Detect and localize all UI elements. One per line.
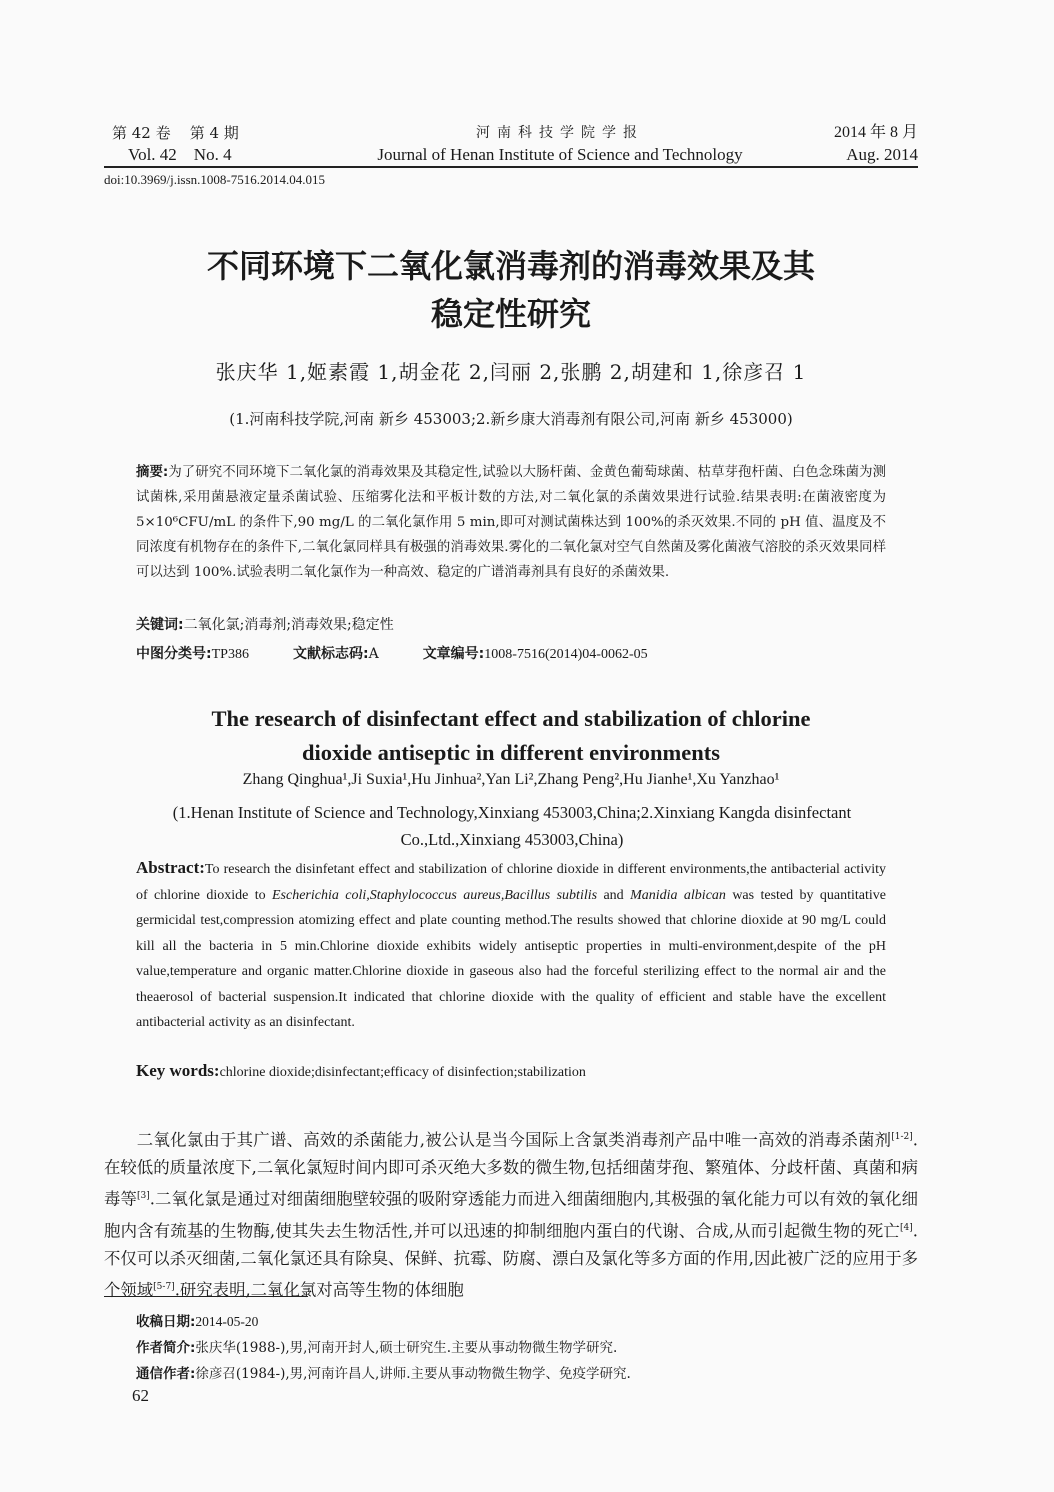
authors-cn: 张庆华 1,姬素霞 1,胡金花 2,闫丽 2,张鹏 2,胡建和 1,徐彦召 1: [215, 360, 807, 384]
citation: [1-2]: [891, 1132, 913, 1142]
keywords-en: [136, 1061, 586, 1081]
keywords-cn-text: 二氧化氯;消毒剂;消毒效果;稳定性: [183, 617, 394, 633]
journal-name-en: Journal of Henan Institute of Science and Technology: [377, 145, 743, 164]
volume-cn: 第 42 卷 第 4 期: [112, 124, 239, 142]
bio-text: 张庆华(1988-),男,河南开封人,硕士研究生.主要从事动物微生物学研究.: [195, 1340, 618, 1356]
classification: [136, 643, 896, 663]
doc-code-value: A: [368, 646, 379, 662]
journal-date: [834, 122, 918, 166]
journal-name-cn: 河南科技学院学报: [476, 125, 644, 141]
footnote-received: [136, 1309, 631, 1335]
keywords-en-text: chlorine dioxide;disinfectant;efficacy of disinfection;stabilization: [219, 1065, 586, 1080]
footnote-rule: [104, 1296, 308, 1297]
title-en: [104, 702, 918, 770]
volume-en: Vol. 42 No. 4: [128, 145, 232, 164]
title-cn: [104, 242, 918, 338]
body-text-1: 二氧化氯由于其广谱、高效的杀菌能力,被公认是当今国际上含氯类消毒剂产品中唯一高效的消毒杀菌剂: [136, 1130, 892, 1150]
affiliation-en: (1.Henan Institute of Science and Technology,Xinxiang 453003,China;2.Xinxiang Kangda disinfectant Co.,Ltd.,Xinxiang 453003,China): [172, 803, 852, 849]
affiliation-cn: (1.河南科技学院,河南 新乡 453003;2.新乡康大消毒剂有限公司,河南 新乡 453000): [229, 410, 793, 428]
bio-label: 作者简介:: [136, 1340, 196, 1356]
corr-text: 徐彦召(1984-),男,河南许昌人,讲师.主要从事动物微生物学、免疫学研究.: [195, 1366, 631, 1382]
article-no-label: 文章编号:: [422, 646, 485, 662]
title-cn-line2: 稳定性研究: [430, 295, 591, 333]
species-names: Escherichia coli,Staphylococcus aureus,Bacillus subtilis: [272, 887, 598, 903]
authors-en: Zhang Qinghua¹,Ji Suxia¹,Hu Jinhua²,Yan Li²,Zhang Peng²,Hu Jianhe¹,Xu Yanzhao¹: [242, 771, 780, 788]
keywords-cn-label: 关键词:: [136, 617, 184, 633]
abstract-cn: [136, 460, 886, 585]
body-text-5: .研究表明,二氧化氯对高等生物的体细胞: [174, 1280, 464, 1300]
footnotes: [136, 1309, 631, 1387]
abstract-cn-text: 为了研究不同环境下二氧化氯的消毒效果及其稳定性,试验以大肠杆菌、金黄色葡萄球菌、枯草芽孢杆菌、白色念珠菌为测试菌株,采用菌悬液定量杀菌试验、压缩雾化法和平板计数的方法,对二氧化氯的杀菌效果进行试验.结果表明:在菌液密度为 5×10⁶CFU/mL 的条件下,90 mg/L 的二氧化氯作用 5 min,即可对测试菌株达到 100%的杀灭效果.不同的 pH 值、温度及不同浓度有机物存在的条件下,二氧化氯同样具有极强的消毒效果.雾化的二氧化氯对空气自然菌及雾化菌液气溶胶的杀灭效果同样可以达到 100%.试验表明二氧化氯作为一种高效、稳定的广谱消毒剂具有良好的杀菌效果.: [136, 465, 886, 580]
journal-name: [320, 122, 800, 166]
abstract-en-label: Abstract:: [136, 858, 205, 877]
citation: [3]: [136, 1191, 150, 1202]
corr-label: 通信作者:: [136, 1366, 196, 1382]
abstract-cn-label: 摘要:: [136, 465, 169, 480]
citation: [4]: [900, 1222, 913, 1233]
title-en-line1: The research of disinfectant effect and stabilization of chlorine: [211, 706, 811, 731]
abstract-en-text-a: To research the disinfetant effect and stabilization of chlorine dioxide in different environments,the antibacterial activity of chlorine dioxide to: [136, 862, 886, 903]
date-cn: 2014 年 8 月: [833, 124, 918, 141]
species-name-2: Manidia albican: [630, 887, 726, 903]
date-en: Aug. 2014: [846, 145, 918, 164]
citation: [5-7]: [153, 1282, 175, 1293]
abstract-en-and: and: [597, 887, 631, 903]
received-date: 2014-05-20: [195, 1314, 259, 1329]
body-paragraph: [104, 1123, 918, 1305]
abstract-en: [136, 855, 886, 1036]
header-rule: [104, 166, 918, 168]
keywords-cn: [136, 614, 394, 634]
doc-code-label: 文献标志码:: [292, 646, 369, 662]
keywords-en-label: Key words:: [136, 1061, 220, 1080]
body-text-2: .在较低的质量浓度下,二氧化氯短时间内即可杀灭绝大多数的微生物,包括细菌芽孢、繁殖体、分歧杆菌、真菌和病毒等: [104, 1130, 918, 1209]
footnote-corresponding: [136, 1361, 631, 1387]
clc-value: TP386: [211, 647, 249, 662]
doi: doi:10.3969/j.issn.1008-7516.2014.04.015: [104, 172, 326, 187]
footnote-bio: [136, 1335, 631, 1361]
page-number: 62: [132, 1386, 149, 1405]
title-cn-line1: 不同环境下二氧化氯消毒剂的消毒效果及其: [206, 247, 815, 285]
title-en-line2: dioxide antiseptic in different environments: [302, 740, 720, 765]
received-label: 收稿日期:: [136, 1314, 196, 1330]
abstract-en-text-b: was tested by quantitative germicidal test,compression atomizing effect and plate counting method.The results showed that chlorine dioxide at 90 mg/L could kill all the bacteria in 5 min.Chlorine dioxide exhibits widely antiseptic properties in multi-environment,despite of the pH value,temperature and organic matter.Chlorine dioxide in gaseous also had the forceful sterilizing effect to the normal air and the theaerosol of bacterial suspension.It indicated that chlorine dioxide with the quality of efficient and stable have the excellent antibacterial activity as an disinfectant.: [136, 887, 887, 1030]
article-no-value: 1008-7516(2014)04-0062-05: [484, 647, 648, 662]
body-text-3: .二氧化氯是通过对细菌细胞壁较强的吸附穿透能力而进入细菌细胞内,其极强的氧化能力可以有效的氧化细胞内含有巯基的生物酶,使其失去生物活性,并可以迅速的抑制细胞内蛋白的代谢、合成,从而引起微生物的死亡: [104, 1189, 919, 1241]
clc-label: 中图分类号:: [136, 646, 212, 662]
body-text-4: .不仅可以杀灭细菌,二氧化氯还具有除臭、保鲜、抗霉、防腐、漂白及氯化等多方面的作用,因此被广泛的应用于多个领域: [104, 1221, 918, 1300]
journal-volume: [112, 122, 239, 166]
